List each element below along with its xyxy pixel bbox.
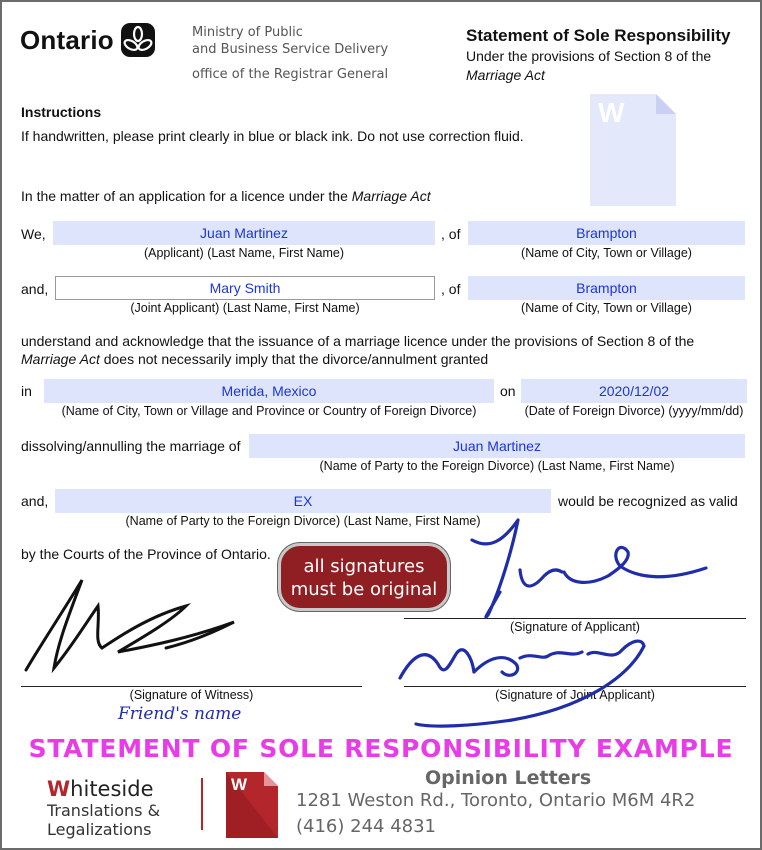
applicant-name-field[interactable]: Juan Martinez xyxy=(53,221,435,245)
form-subtitle-act: Marriage Act xyxy=(466,67,545,83)
divorce-date-field[interactable]: 2020/12/02 xyxy=(521,379,747,403)
brand-line3: Legalizations xyxy=(47,820,152,839)
address-text: 1281 Weston Rd., Toronto, Ontario M6M 4R2 xyxy=(296,790,696,811)
badge-line1: all signatures xyxy=(303,556,425,577)
service-title: Opinion Letters xyxy=(425,767,592,789)
applicant-caption: (Applicant) (Last Name, First Name) xyxy=(143,246,345,260)
party1-caption: (Name of Party to the Foreign Divorce) (Last Name, First Name) xyxy=(319,459,675,473)
form-subtitle: Under the provisions of Section 8 of the xyxy=(466,48,712,64)
recognized-label: would be recognized as valid xyxy=(558,493,738,509)
ministry-line2: and Business Service Delivery xyxy=(192,42,389,57)
svg-text:W: W xyxy=(598,97,625,128)
watermark-logo-icon xyxy=(590,94,676,206)
applicant-city-caption: (Name of City, Town or Village) xyxy=(521,246,692,260)
brand-divider xyxy=(201,778,203,830)
phone-text: (416) 244 4831 xyxy=(296,816,437,837)
joint-city-caption: (Name of City, Town or Village) xyxy=(521,301,692,315)
on-label: on xyxy=(500,383,516,399)
joint-city-field[interactable]: Brampton xyxy=(468,276,745,300)
logo-text: Ontario xyxy=(20,24,114,55)
party2-caption: (Name of Party to the Foreign Divorce) (Last Name, First Name) xyxy=(125,514,481,528)
instructions-text: If handwritten, please print clearly in blue or black ink. Do not use correction fluid. xyxy=(21,128,524,144)
office-line: office of the Registrar General xyxy=(192,67,389,82)
party1-name-field[interactable]: Juan Martinez xyxy=(249,434,745,458)
witness-signature-drawing xyxy=(20,576,270,676)
divorce-date-caption: (Date of Foreign Divorce) (yyyy/mm/dd) xyxy=(524,404,744,418)
intro-prefix: In the matter of an application for a licence under the xyxy=(21,188,352,204)
understand-act: Marriage Act xyxy=(21,351,100,367)
instructions-heading: Instructions xyxy=(21,104,102,120)
intro-act: Marriage Act xyxy=(351,188,431,204)
form-title: Statement of Sole Responsibility xyxy=(466,26,731,45)
witness-note: Friend's name xyxy=(118,704,242,724)
brand-logo-icon xyxy=(226,772,278,838)
applicant-signature-drawing xyxy=(460,510,720,625)
joint-name-field[interactable]: Mary Smith xyxy=(55,276,435,300)
we-label: We, xyxy=(21,226,46,242)
dissolving-label: dissolving/annulling the marriage of xyxy=(21,438,241,454)
brand-line2: Translations & xyxy=(47,801,161,820)
joint-signature-drawing xyxy=(392,628,682,740)
courts-text: by the Courts of the Province of Ontario. xyxy=(21,546,271,562)
intro-text xyxy=(21,188,431,204)
trillium-icon xyxy=(120,22,156,58)
joint-signature-caption: (Signature of Joint Applicant) xyxy=(495,688,655,702)
divorce-place-caption: (Name of City, Town or Village and Province or Country of Foreign Divorce) xyxy=(61,404,477,418)
ministry-line1: Ministry of Public xyxy=(192,25,303,40)
of-label-2: , of xyxy=(441,281,461,297)
party2-name-field[interactable]: EX xyxy=(55,489,551,513)
and-label-2: and, xyxy=(21,493,49,509)
understand-text: understand and acknowledge that the issuance of a marriage licence under the provisions of Section 8 of the xyxy=(21,333,695,349)
in-label: in xyxy=(21,383,32,399)
whiteside-brand xyxy=(47,777,160,839)
of-label-1: , of xyxy=(441,226,461,242)
svg-text:W: W xyxy=(231,775,248,794)
badge-line2: must be original xyxy=(290,579,438,600)
understand-rest: does not necessarily imply that the divorce/annulment granted xyxy=(99,351,489,367)
brand-w: W xyxy=(47,777,71,801)
divorce-place-field[interactable]: Merida, Mexico xyxy=(44,379,494,403)
brand-name: hiteside xyxy=(70,777,154,801)
applicant-signature-caption: (Signature of Applicant) xyxy=(510,620,640,634)
joint-caption: (Joint Applicant) (Last Name, First Name) xyxy=(130,301,360,315)
witness-signature-caption: (Signature of Witness) xyxy=(129,688,254,702)
original-signatures-badge xyxy=(278,543,450,611)
understand-line2 xyxy=(21,351,488,367)
and-label-1: and, xyxy=(21,281,49,297)
applicant-city-field[interactable]: Brampton xyxy=(468,221,745,245)
witness-signature-line xyxy=(21,686,362,687)
ontario-logo xyxy=(20,22,156,58)
example-banner: STATEMENT OF SOLE RESPONSIBILITY EXAMPLE xyxy=(28,734,734,763)
